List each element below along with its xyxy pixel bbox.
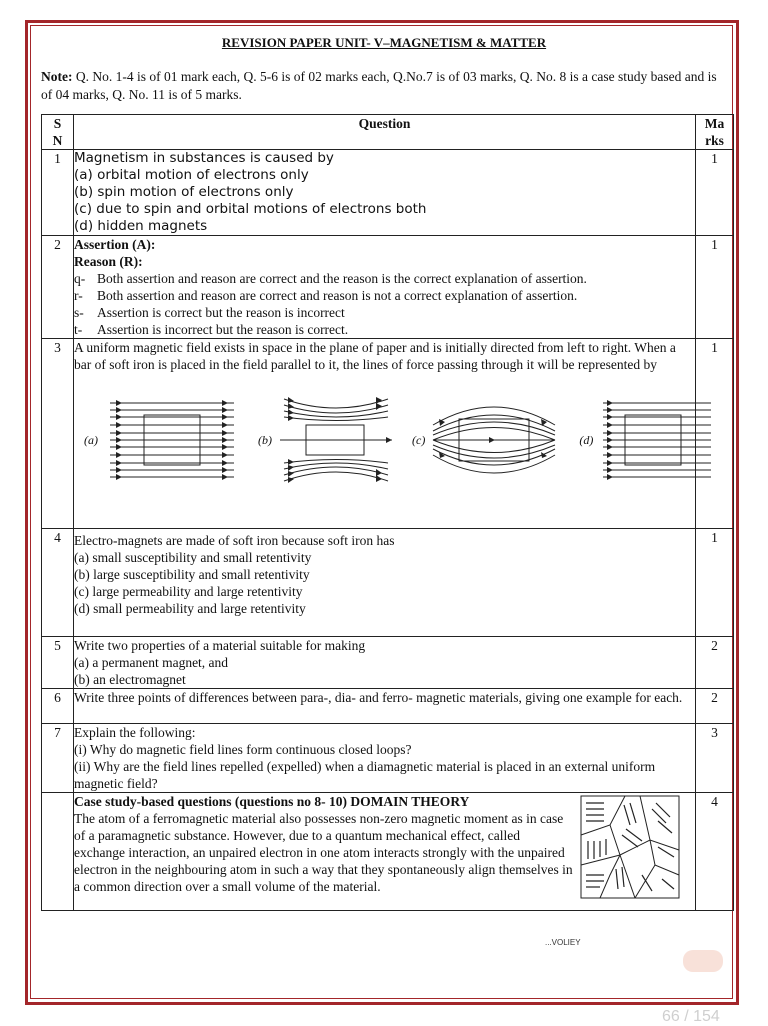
question-marks: 2 — [696, 689, 734, 724]
header-question: Question — [74, 115, 696, 150]
q2-option: t- Assertion is incorrect but the reason is correct. — [74, 322, 349, 337]
header-sn: S N — [42, 115, 74, 150]
q4-stem: Electro-magnets are made of soft iron because soft iron has — [74, 533, 395, 548]
figure-b: (b) — [258, 395, 396, 485]
table-row — [42, 689, 734, 724]
question-1 — [74, 150, 696, 236]
case-study-text: The atom of a ferromagnetic material also possesses non-zero magnetic moment as in case of a paramagnetic substance. However, due to a quantum mechanical effect, called exchange interaction, an unpaired electron in one atom interacts strongly with the unpaired electron in the neighbouring atom in such a way that they spontaneously align themselves in a common direction over a small volume of the material. — [74, 811, 573, 894]
question-3 — [74, 339, 696, 529]
q5-stem: Write two properties of a material suitable for making — [74, 638, 366, 653]
q2-reason: Reason (R): — [74, 254, 143, 269]
q3-text: A uniform magnetic field exists in space in the plane of paper and is initially directed from left to right. When a bar of soft iron is placed in the field parallel to it, the lines of force passing through it will be represented by — [74, 340, 676, 372]
table-header-row — [42, 115, 734, 150]
q3-figures — [74, 395, 695, 485]
question-marks: 2 — [696, 637, 734, 689]
page-indicator: 66 / 154 — [662, 1008, 720, 1025]
question-number: 1 — [42, 150, 74, 236]
question-number: 2 — [42, 236, 74, 339]
question-number — [42, 793, 74, 911]
q1-option-d: (d) hidden magnets — [74, 218, 208, 234]
note-paragraph — [41, 68, 721, 104]
header-marks: Ma rks — [696, 115, 734, 150]
question-number: 5 — [42, 637, 74, 689]
question-marks: 1 — [696, 529, 734, 637]
field-lines-uniform-figure — [102, 395, 242, 485]
table-row — [42, 236, 734, 339]
q1-option-b: (b) spin motion of electrons only — [74, 184, 294, 200]
q2-option: q- Both assertion and reason are correct and the reason is the correct explanation of assertion. — [74, 271, 587, 286]
q1-stem: Magnetism in substances is caused by — [74, 150, 334, 166]
question-7 — [74, 724, 696, 793]
question-marks: 4 — [696, 793, 734, 911]
q2-assertion: Assertion (A): — [74, 237, 156, 252]
field-lines-diamagnetic-figure — [276, 395, 396, 485]
q5-part-b: (b) an electromagnet — [74, 672, 186, 687]
field-lines-ferromagnetic-figure — [429, 395, 559, 485]
q7-part-i: (i) Why do magnetic field lines form continuous closed loops? — [74, 742, 412, 757]
question-2 — [74, 236, 696, 339]
q1-option-c: (c) due to spin and orbital motions of electrons both — [74, 201, 427, 217]
q1-option-a: (a) orbital motion of electrons only — [74, 167, 309, 183]
note-text: Q. No. 1-4 is of 01 mark each, Q. 5-6 is of 02 marks each, Q.No.7 is of 03 marks, Q. No. 8 is a case study based and is of 04 marks, Q. No. 11 is of 5 marks. — [41, 69, 717, 102]
table-row — [42, 724, 734, 793]
table-row — [42, 339, 734, 529]
table-row — [42, 150, 734, 236]
figure-d: (d) — [579, 395, 717, 485]
question-marks: 1 — [696, 339, 734, 529]
q4-option-c: (c) large permeability and large retentivity — [74, 584, 303, 599]
scan-artifact — [683, 950, 723, 972]
question-6: Write three points of differences between para-, dia- and ferro- magnetic materials, giving one example for each. — [74, 689, 696, 724]
question-number: 4 — [42, 529, 74, 637]
q7-stem: Explain the following: — [74, 725, 196, 740]
q4-option-a: (a) small susceptibility and small retentivity — [74, 550, 312, 565]
question-number: 3 — [42, 339, 74, 529]
q4-option-d: (d) small permeability and large retentivity — [74, 601, 306, 616]
note-label: Note: — [41, 69, 73, 84]
question-4 — [74, 529, 696, 637]
q2-option: s- Assertion is correct but the reason is incorrect — [74, 305, 345, 320]
table-row — [42, 529, 734, 637]
field-lines-paramagnetic-figure — [597, 395, 717, 485]
magnetic-domains-figure — [580, 795, 680, 899]
question-8-case-study — [74, 793, 696, 911]
q2-option: r- Both assertion and reason are correct and reason is not a correct explanation of assertion. — [74, 288, 578, 303]
case-study-heading: Case study-based questions (questions no 8- 10) DOMAIN THEORY — [74, 794, 470, 809]
question-marks: 3 — [696, 724, 734, 793]
question-number: 7 — [42, 724, 74, 793]
q7-part-ii: (ii) Why are the field lines repelled (expelled) when a diamagnetic material is placed in an external uniform magnetic field? — [74, 759, 656, 791]
page-title: REVISION PAPER UNIT- V–MAGNETISM & MATTER — [221, 35, 547, 50]
q4-option-b: (b) large susceptibility and small retentivity — [74, 567, 310, 582]
scan-artifact-text: ...VOLIEY — [545, 938, 581, 947]
question-marks: 1 — [696, 236, 734, 339]
table-row — [42, 637, 734, 689]
q5-part-a: (a) a permanent magnet, and — [74, 655, 229, 670]
table-row — [42, 793, 734, 911]
figure-a: (a) — [84, 395, 242, 485]
questions-table — [41, 114, 734, 911]
question-5 — [74, 637, 696, 689]
figure-c: (c) — [412, 395, 559, 485]
question-number: 6 — [42, 689, 74, 724]
question-marks: 1 — [696, 150, 734, 236]
